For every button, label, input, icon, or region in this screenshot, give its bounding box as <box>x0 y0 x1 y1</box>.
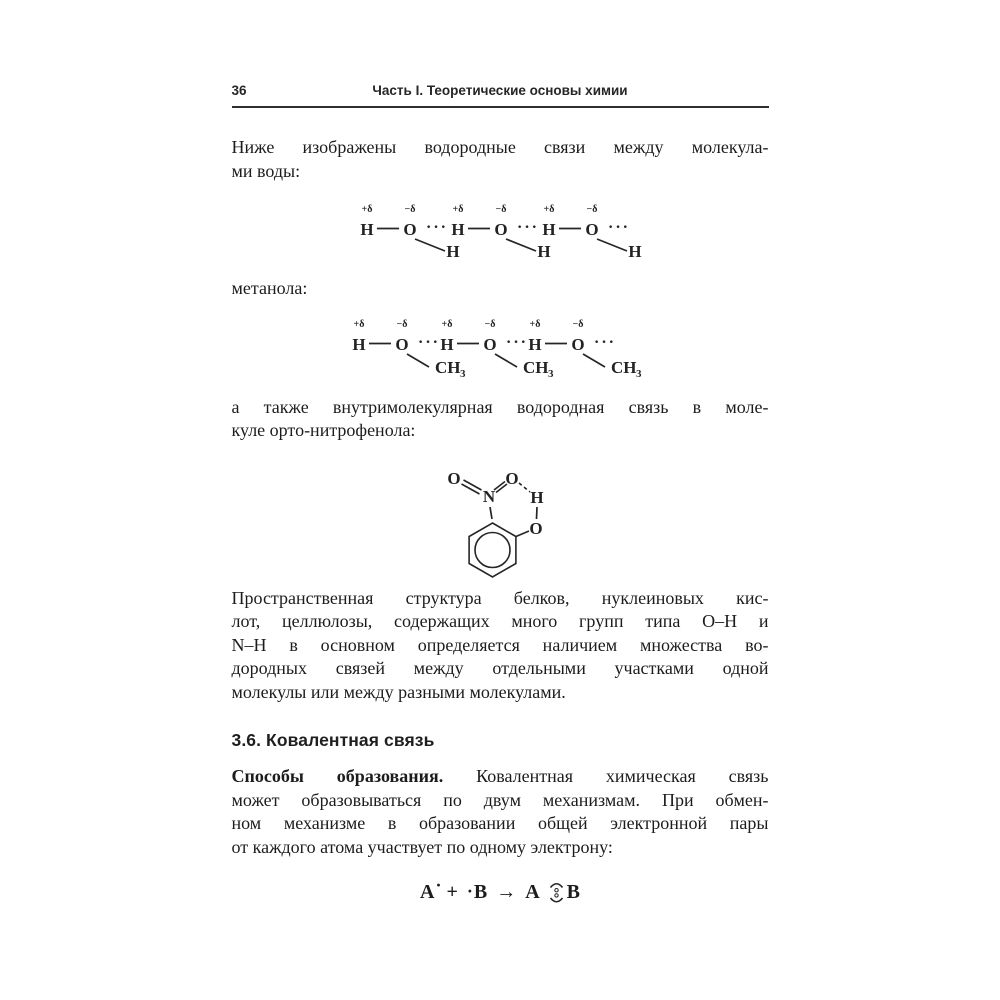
paragraph-line: куле орто-нитрофенола: <box>231 420 416 440</box>
hydroxyl-hydrogen-atom: H <box>529 487 544 507</box>
paragraph-line: молекулы или между разными молекулами. <box>231 681 566 702</box>
paragraph-line: Пространственная структура белков, нуклеиновых кис- <box>231 587 769 608</box>
plus-delta-label: +δ <box>529 318 540 330</box>
oxygen-atom: O <box>394 334 409 354</box>
hydrogen-atom: H <box>450 220 465 239</box>
paragraph-line: ми воды: <box>231 160 301 181</box>
paragraph-text: Ковалентная химическая связь <box>476 766 769 786</box>
running-title: Часть I. Теоретические основы химии <box>372 83 628 98</box>
methyl-group: CH <box>522 357 548 377</box>
methyl-subscript: 3 <box>547 367 553 380</box>
benzene-ring <box>469 523 516 577</box>
n-o-double-bond <box>494 481 505 490</box>
water-hbond-svg <box>353 198 655 262</box>
water-hydrogen-bond-diagram <box>353 198 769 262</box>
orbital-arc-bottom <box>550 898 562 902</box>
nitro-oxygen-atom: O <box>504 468 519 488</box>
methanol-hbond-svg <box>345 313 647 383</box>
page-number: 36 <box>231 83 247 98</box>
plus-delta-label: +δ <box>452 204 463 215</box>
methyl-subscript: 3 <box>459 367 465 380</box>
oh-diagonal-bond <box>506 239 536 251</box>
o-ch3-bond <box>407 354 429 367</box>
paragraph-line: а также внутримолекулярная водородная связь в моле- <box>231 396 769 417</box>
oxygen-atom: O <box>493 220 508 239</box>
hydrogen-bond-dots: ··· <box>593 333 616 351</box>
h-o-bond <box>536 507 537 519</box>
electron-dot <box>554 893 557 896</box>
methanol-hydrogen-bond-diagram <box>345 313 769 383</box>
intro-paragraph <box>232 136 769 183</box>
ring-n-bond <box>490 507 492 519</box>
hydrogen-atom: H <box>439 334 454 354</box>
minus-delta-label: −δ <box>404 204 415 215</box>
orbital-arc-top <box>550 883 562 887</box>
oxygen-atom: O <box>570 334 585 354</box>
methanol-label-paragraph <box>232 277 769 301</box>
covalent-bond-paragraph <box>232 765 769 859</box>
hydrogen-atom: H <box>541 220 556 239</box>
hydrogen-atom: H <box>351 334 366 354</box>
methyl-subscript: 3 <box>635 367 641 380</box>
minus-delta-label: −δ <box>572 318 583 330</box>
paragraph-line: метанола: <box>231 278 308 298</box>
n-o-double-bond <box>496 484 507 493</box>
nitro-oxygen-atom: O <box>446 468 461 488</box>
plus-delta-label: +δ <box>441 318 452 330</box>
hydrogen-atom: H <box>527 334 542 354</box>
atom-b: B <box>473 881 488 903</box>
minus-delta-label: −δ <box>484 318 495 330</box>
minus-delta-label: −δ <box>586 204 597 215</box>
n-o-double-bond <box>461 484 479 494</box>
hydrogen-bond-dots: ··· <box>417 333 440 351</box>
water-molecule-2 <box>451 204 550 261</box>
hydrogen-atom: H <box>359 220 374 239</box>
atom-b-product: B <box>566 881 581 903</box>
hydrogen-atom: H <box>536 242 551 261</box>
oh-diagonal-bond <box>597 239 627 251</box>
oh-diagonal-bond <box>415 239 445 251</box>
electron-pair-formula <box>232 877 769 907</box>
o-ring-bond <box>516 531 529 537</box>
reaction-arrow: → <box>496 881 517 903</box>
hydrogen-atom: H <box>445 242 460 261</box>
oxygen-atom: O <box>482 334 497 354</box>
o-ch3-bond <box>583 354 605 367</box>
plus-delta-label: +δ <box>353 318 364 330</box>
atom-a-product: A <box>525 881 540 903</box>
hydroxyl-oxygen-atom: O <box>528 518 543 538</box>
methyl-group: CH <box>610 357 636 377</box>
bold-lead-in: Способы образования. <box>231 766 444 786</box>
minus-delta-label: −δ <box>495 204 506 215</box>
ortho-nitrophenol-structure <box>419 453 769 579</box>
electron-dot <box>554 888 557 891</box>
protein-structure-paragraph <box>232 587 769 705</box>
paragraph-line: Ниже изображены водородные связи между молекула- <box>231 137 769 157</box>
electron-dot: · <box>466 881 473 901</box>
water-molecule-1 <box>360 204 459 261</box>
water-molecule-3 <box>542 204 641 261</box>
atom-a: A <box>419 881 435 903</box>
paragraph-line: от каждого атома участвует по одному электрону: <box>231 836 613 857</box>
methyl-group: CH <box>434 357 460 377</box>
hydrogen-bond-dots: ··· <box>505 333 528 351</box>
intramolecular-paragraph <box>232 396 769 443</box>
paragraph-line: может образовываться по двум механизмам. При обмен- <box>231 789 769 810</box>
paragraph-line <box>232 765 769 789</box>
paragraph-line: ном механизме в образовании общей электронной пары <box>231 813 769 833</box>
n-o-double-bond <box>463 480 481 490</box>
hydrogen-bond-dots: ··· <box>516 219 539 236</box>
nitrogen-atom: N <box>482 486 495 506</box>
nitrophenol-svg <box>419 453 577 579</box>
hydrogen-bond-dots: ··· <box>425 219 448 236</box>
paragraph-line: дородных связей между отдельными участками одной <box>231 658 769 678</box>
page-content <box>232 0 769 907</box>
o-ch3-bond <box>495 354 517 367</box>
plus-sign: + <box>446 881 458 903</box>
oxygen-atom: O <box>584 220 599 239</box>
paragraph-line: N–H в основном определяется наличием множества во- <box>231 634 769 655</box>
intramolecular-hydrogen-bond <box>519 483 530 492</box>
minus-delta-label: −δ <box>396 318 407 330</box>
electron-dot: · <box>435 875 442 895</box>
aromatic-circle <box>475 532 510 567</box>
plus-delta-label: +δ <box>543 204 554 215</box>
hydrogen-atom: H <box>627 242 642 261</box>
paragraph-line: лот, целлюлозы, содержащих много групп типа O–H и <box>231 611 769 631</box>
page-header <box>232 83 769 108</box>
hydrogen-bond-dots: ··· <box>607 219 630 236</box>
plus-delta-label: +δ <box>361 204 372 215</box>
shared-electron-pair-icon <box>548 879 565 906</box>
oxygen-atom: O <box>402 220 417 239</box>
section-heading: 3.6. Ковалентная связь <box>231 730 435 750</box>
